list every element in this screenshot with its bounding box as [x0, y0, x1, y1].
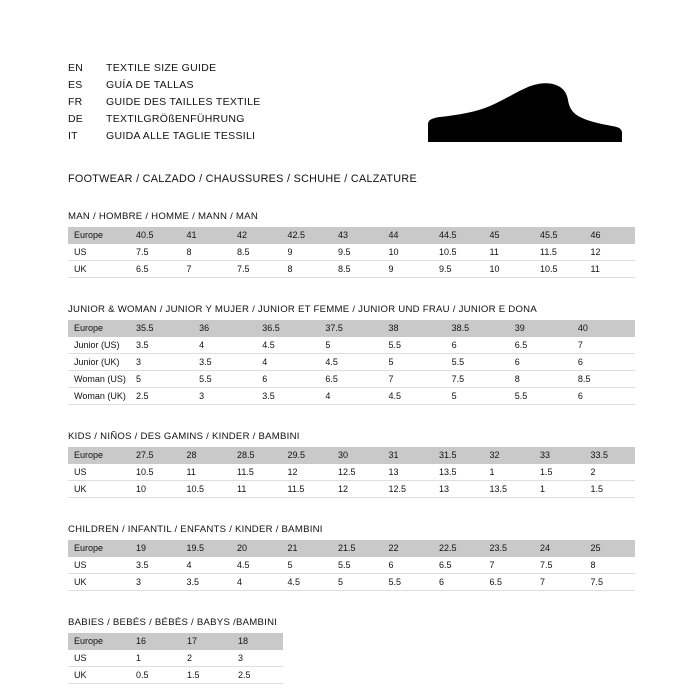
size-table-title: KIDS / NIÑOS / DES GAMINS / KINDER / BAMBINI	[68, 431, 300, 442]
language-code: EN	[68, 62, 83, 74]
row-label: Europe	[68, 447, 130, 464]
size-cell: 11.5	[231, 464, 282, 481]
size-table-group	[68, 617, 638, 684]
size-cell: 10.5	[130, 464, 181, 481]
row-label: Junior (UK)	[68, 354, 130, 371]
size-cell: 35.5	[130, 320, 193, 337]
size-cell: 32	[484, 447, 535, 464]
size-cell: 13	[433, 481, 484, 498]
language-title: GUIDA ALLE TAGLIE TESSILI	[106, 130, 256, 142]
table-row	[68, 464, 635, 481]
size-cell: 5	[282, 557, 333, 574]
size-cell: 4	[193, 337, 256, 354]
size-cell: 1.5	[585, 481, 636, 498]
table-row	[68, 320, 635, 337]
size-cell: 5.5	[332, 557, 383, 574]
size-cell: 31	[383, 447, 434, 464]
size-cell: 31.5	[433, 447, 484, 464]
size-cell: 8	[585, 557, 636, 574]
table-row	[68, 633, 283, 650]
size-cell: 8.5	[572, 371, 635, 388]
size-cell: 7.5	[534, 557, 585, 574]
row-label: US	[68, 557, 130, 574]
row-label: Europe	[68, 320, 130, 337]
size-cell: 3	[232, 650, 283, 667]
size-table-group	[68, 431, 638, 498]
row-label: UK	[68, 574, 130, 591]
category-title: FOOTWEAR / CALZADO / CHAUSSURES / SCHUHE / CALZATURE	[68, 173, 417, 185]
size-cell: 17	[181, 633, 232, 650]
size-cell: 45.5	[534, 227, 585, 244]
size-cell: 36.5	[256, 320, 319, 337]
size-cell: 6.5	[130, 261, 181, 278]
size-cell: 10.5	[433, 244, 484, 261]
table-row	[68, 667, 283, 684]
size-cell: 12.5	[383, 481, 434, 498]
size-cell: 40.5	[130, 227, 181, 244]
language-title: GUÍA DE TALLAS	[106, 79, 194, 91]
size-cell: 18	[232, 633, 283, 650]
size-cell: 4	[319, 388, 382, 405]
size-cell: 44.5	[433, 227, 484, 244]
size-cell: 6	[572, 354, 635, 371]
size-cell: 13	[383, 464, 434, 481]
size-cell: 12	[282, 464, 333, 481]
size-cell: 12.5	[332, 464, 383, 481]
size-cell: 4	[256, 354, 319, 371]
size-cell: 1	[484, 464, 535, 481]
size-cell: 1	[130, 650, 181, 667]
row-label: UK	[68, 481, 130, 498]
size-cell: 5.5	[193, 371, 256, 388]
row-label: Woman (UK)	[68, 388, 130, 405]
size-cell: 28	[181, 447, 232, 464]
table-row	[68, 540, 635, 557]
size-cell: 44	[383, 227, 434, 244]
table-row	[68, 388, 635, 405]
size-cell: 4.5	[256, 337, 319, 354]
size-cell: 3.5	[256, 388, 319, 405]
size-cell: 5.5	[383, 574, 434, 591]
language-code: DE	[68, 113, 83, 125]
language-code: FR	[68, 96, 83, 108]
size-cell: 20	[231, 540, 282, 557]
size-table	[68, 540, 635, 591]
size-cell: 12	[332, 481, 383, 498]
row-label: UK	[68, 261, 130, 278]
size-cell: 27.5	[130, 447, 181, 464]
size-cell: 8	[282, 261, 333, 278]
size-cell: 1	[534, 481, 585, 498]
size-cell: 7	[484, 557, 535, 574]
size-cell: 4	[181, 557, 232, 574]
size-cell: 38.5	[446, 320, 509, 337]
size-cell: 24	[534, 540, 585, 557]
dress-shoe-icon	[420, 80, 630, 152]
size-cell: 5	[130, 371, 193, 388]
row-label: US	[68, 650, 130, 667]
size-cell: 21	[282, 540, 333, 557]
size-cell: 19.5	[181, 540, 232, 557]
size-cell: 8	[509, 371, 572, 388]
size-cell: 2.5	[130, 388, 193, 405]
size-cell: 4	[231, 574, 282, 591]
size-table-title: CHILDREN / INFANTIL / ENFANTS / KINDER / BAMBINI	[68, 524, 323, 535]
size-cell: 11.5	[282, 481, 333, 498]
size-cell: 33.5	[585, 447, 636, 464]
size-table-group	[68, 304, 638, 405]
size-cell: 5	[319, 337, 382, 354]
table-row	[68, 244, 635, 261]
size-cell: 28.5	[231, 447, 282, 464]
size-cell: 41	[181, 227, 232, 244]
size-cell: 38	[383, 320, 446, 337]
size-cell: 22.5	[433, 540, 484, 557]
language-title: TEXTILE SIZE GUIDE	[106, 62, 217, 74]
size-cell: 11	[231, 481, 282, 498]
row-label: US	[68, 244, 130, 261]
size-cell: 45	[484, 227, 535, 244]
row-label: UK	[68, 667, 130, 684]
table-row	[68, 371, 635, 388]
size-cell: 10.5	[534, 261, 585, 278]
size-cell: 8.5	[332, 261, 383, 278]
table-row	[68, 354, 635, 371]
size-cell: 5.5	[509, 388, 572, 405]
size-cell: 3.5	[181, 574, 232, 591]
size-cell: 8.5	[231, 244, 282, 261]
size-cell: 6	[256, 371, 319, 388]
size-cell: 4.5	[319, 354, 382, 371]
size-cell: 5	[446, 388, 509, 405]
size-cell: 43	[332, 227, 383, 244]
size-cell: 7	[383, 371, 446, 388]
table-row	[68, 574, 635, 591]
row-label: Europe	[68, 633, 130, 650]
size-cell: 3.5	[130, 557, 181, 574]
size-cell: 1.5	[534, 464, 585, 481]
size-table-title: BABIES / BEBÉS / BÉBÉS / BABYS /BAMBINI	[68, 617, 278, 628]
size-cell: 42.5	[282, 227, 333, 244]
size-cell: 11	[181, 464, 232, 481]
size-table	[68, 447, 635, 498]
size-table-title: MAN / HOMBRE / HOMME / MANN / MAN	[68, 211, 259, 222]
size-cell: 37.5	[319, 320, 382, 337]
size-cell: 39	[509, 320, 572, 337]
size-cell: 3	[193, 388, 256, 405]
size-cell: 7	[572, 337, 635, 354]
table-row	[68, 447, 635, 464]
size-cell: 6	[446, 337, 509, 354]
size-cell: 9	[383, 261, 434, 278]
language-title: TEXTILGRÖßENFÜHRUNG	[106, 113, 245, 125]
size-cell: 6.5	[433, 557, 484, 574]
size-cell: 6.5	[509, 337, 572, 354]
table-row	[68, 261, 635, 278]
size-cell: 46	[585, 227, 636, 244]
size-cell: 12	[585, 244, 636, 261]
size-cell: 13.5	[484, 481, 535, 498]
size-cell: 5.5	[383, 337, 446, 354]
size-cell: 1.5	[181, 667, 232, 684]
size-cell: 2	[181, 650, 232, 667]
size-cell: 11.5	[534, 244, 585, 261]
size-cell: 11	[585, 261, 636, 278]
size-table	[68, 320, 635, 405]
size-cell: 3	[130, 574, 181, 591]
size-cell: 29.5	[282, 447, 333, 464]
size-cell: 36	[193, 320, 256, 337]
size-cell: 33	[534, 447, 585, 464]
size-table-group	[68, 524, 638, 591]
size-cell: 3.5	[130, 337, 193, 354]
size-cell: 2.5	[232, 667, 283, 684]
row-label: Europe	[68, 227, 130, 244]
size-cell: 8	[181, 244, 232, 261]
table-row	[68, 337, 635, 354]
size-cell: 7.5	[231, 261, 282, 278]
size-cell: 3.5	[193, 354, 256, 371]
size-cell: 5.5	[446, 354, 509, 371]
size-cell: 9	[282, 244, 333, 261]
size-cell: 9.5	[332, 244, 383, 261]
size-cell: 23.5	[484, 540, 535, 557]
table-row	[68, 557, 635, 574]
size-cell: 6	[383, 557, 434, 574]
language-code: IT	[68, 130, 78, 142]
size-cell: 11	[484, 244, 535, 261]
size-cell: 7	[534, 574, 585, 591]
size-cell: 10	[383, 244, 434, 261]
size-cell: 3	[130, 354, 193, 371]
table-row	[68, 227, 635, 244]
size-cell: 7.5	[446, 371, 509, 388]
size-cell: 40	[572, 320, 635, 337]
size-cell: 5	[332, 574, 383, 591]
row-label: Junior (US)	[68, 337, 130, 354]
size-cell: 6	[509, 354, 572, 371]
size-cell: 25	[585, 540, 636, 557]
size-cell: 4.5	[282, 574, 333, 591]
size-cell: 13.5	[433, 464, 484, 481]
row-label: US	[68, 464, 130, 481]
size-table	[68, 633, 283, 684]
size-cell: 6	[433, 574, 484, 591]
header	[68, 60, 638, 156]
table-row	[68, 650, 283, 667]
size-cell: 22	[383, 540, 434, 557]
size-cell: 7.5	[585, 574, 636, 591]
size-cell: 42	[231, 227, 282, 244]
size-cell: 4.5	[231, 557, 282, 574]
size-table-group	[68, 211, 638, 278]
size-cell: 10	[484, 261, 535, 278]
size-cell: 10.5	[181, 481, 232, 498]
size-cell: 10	[130, 481, 181, 498]
size-cell: 6	[572, 388, 635, 405]
size-cell: 4.5	[383, 388, 446, 405]
size-table-title: JUNIOR & WOMAN / JUNIOR Y MUJER / JUNIOR ET FEMME / JUNIOR UND FRAU / JUNIOR E DONA	[68, 304, 538, 315]
language-code: ES	[68, 79, 83, 91]
size-cell: 6.5	[484, 574, 535, 591]
size-table	[68, 227, 635, 278]
size-cell: 16	[130, 633, 181, 650]
size-cell: 2	[585, 464, 636, 481]
size-cell: 19	[130, 540, 181, 557]
size-cell: 7.5	[130, 244, 181, 261]
size-cell: 7	[181, 261, 232, 278]
size-cell: 21.5	[332, 540, 383, 557]
row-label: Woman (US)	[68, 371, 130, 388]
size-cell: 5	[383, 354, 446, 371]
size-cell: 30	[332, 447, 383, 464]
row-label: Europe	[68, 540, 130, 557]
language-title: GUIDE DES TAILLES TEXTILE	[106, 96, 261, 108]
language-row	[68, 60, 638, 77]
size-tables	[68, 211, 638, 684]
size-cell: 0.5	[130, 667, 181, 684]
size-cell: 9.5	[433, 261, 484, 278]
size-cell: 6.5	[319, 371, 382, 388]
table-row	[68, 481, 635, 498]
